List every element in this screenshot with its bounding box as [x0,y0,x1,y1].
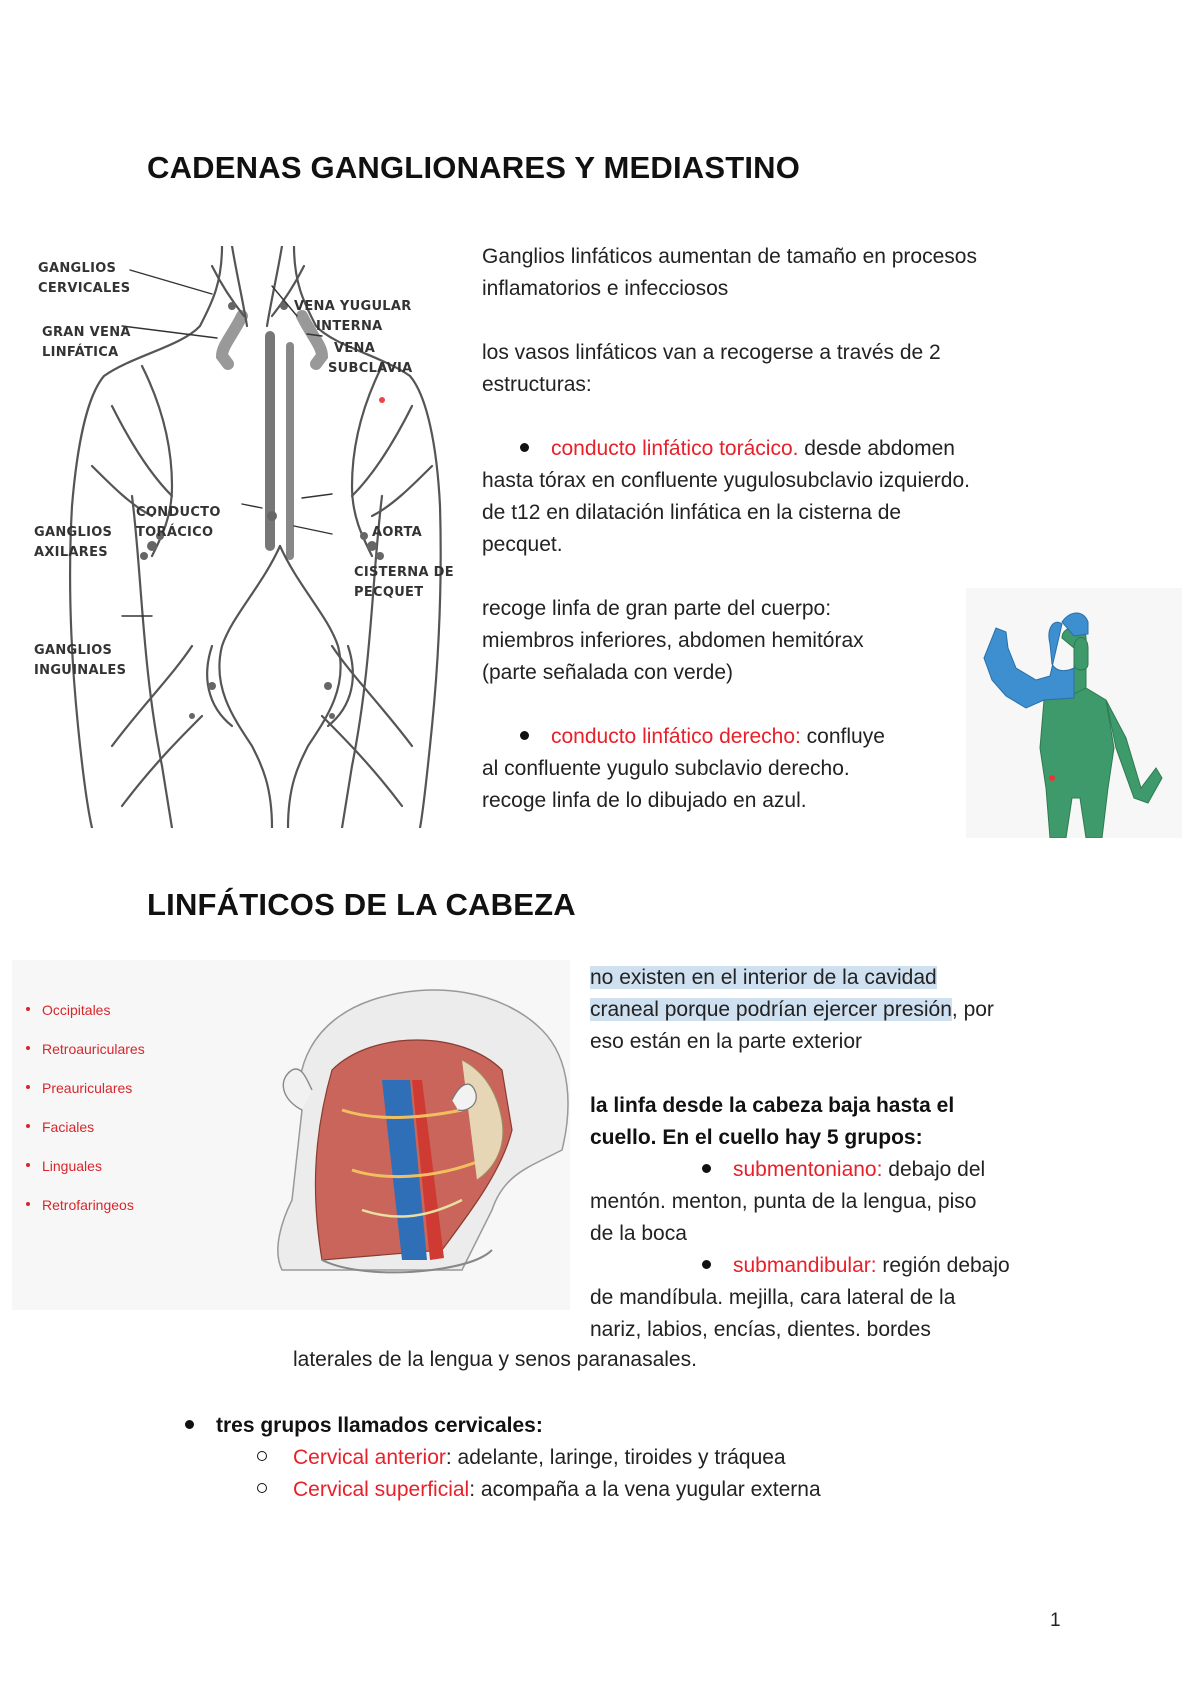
para2-line1: los vasos linfáticos van a recogerse a través de 2 [482,341,941,364]
bullet-dot [702,1164,711,1173]
list-item: Retroauriculares [26,1030,145,1069]
bullet2-tail: confluye [800,725,885,748]
bullet-dot [520,731,529,740]
submentoniano-line2: mentón. menton, punta de la lengua, piso [590,1190,977,1213]
body-drainage-figure [966,588,1182,838]
bullet1-tail: desde abdomen [798,437,955,460]
list-item: Faciales [26,1108,145,1147]
circle-bullet [257,1483,267,1493]
label-ganglios-axilares-2: AXILARES [34,545,108,560]
term-conducto-toracico: conducto linfático torácico. [551,437,799,460]
label-cisterna-1: CISTERNA DE [354,565,454,580]
submandibular-line4: laterales de la lengua y senos paranasales. [293,1348,697,1371]
bullet-submentoniano: submentoniano: debajo del [590,1154,1110,1186]
lymphatic-system-diagram [32,246,462,828]
section2-text [590,962,1110,1346]
bullet-submandibular: submandibular: región debajo [590,1250,1110,1282]
sub-bullet-cervical-superficial: Cervical superficial: acompaña a la vena yugular externa [185,1474,1085,1506]
label-gran-vena-2: LINFÁTICA [42,345,119,360]
label-ganglios-inguinales-2: INGUINALES [34,663,127,678]
para3-line1: recoge linfa de gran parte del cuerpo: [482,597,832,620]
section-title-head: LINFÁTICOS DE LA CABEZA [147,887,576,922]
head-lymph-list [26,991,145,1225]
section2-line3: eso están en la parte exterior [590,1030,862,1053]
bold-line2: cuello. En el cuello hay 5 grupos: [590,1126,923,1149]
bullet-tres-grupos: tres grupos llamados cervicales: [185,1410,1085,1442]
label-cisterna-2: PECQUET [354,585,424,600]
label-vena-yugular-1: VENA YUGULAR [294,299,412,314]
page-number: 1 [1050,1610,1061,1631]
label-vena-subclavia-2: SUBCLAVIA [328,361,413,376]
term-cervical-superficial: Cervical superficial [293,1478,470,1501]
list-item: Preauriculares [26,1069,145,1108]
label-ganglios-cervicales-2: CERVICALES [38,281,131,296]
term-conducto-derecho: conducto linfático derecho: [551,725,801,748]
term-cervical-anterior: Cervical anterior [293,1446,446,1469]
label-vena-yugular-2: INTERNA [316,319,383,334]
para2-line2: estructuras: [482,373,592,396]
highlight-line2: craneal porque podrían ejercer presión, por [590,998,994,1021]
bullet1-line4: pecquet. [482,533,563,556]
bullet-conducto-toracico [482,433,1102,465]
list-item: Linguales [26,1147,145,1186]
para3-line2: miembros inferiores, abdomen hemitórax [482,629,864,652]
page-title: CADENAS GANGLIONARES Y MEDIASTINO [147,150,801,185]
submandibular-line2: de mandíbula. mejilla, cara lateral de la [590,1286,956,1309]
label-conducto-toracico-1: CONDUCTO [136,505,221,520]
submentoniano-line3: de la boca [590,1222,687,1245]
label-ganglios-cervicales-1: GANGLIOS [38,261,117,276]
list-item: Retrofaringeos [26,1186,145,1225]
bullet2-line2: al confluente yugulo subclavio derecho. [482,757,850,780]
sub-bullet-cervical-anterior: Cervical anterior: adelante, laringe, tiroides y tráquea [185,1442,1085,1474]
head-neck-anatomy-illustration [262,970,582,1300]
bullet1-line3: de t12 en dilatación linfática en la cisterna de [482,501,902,524]
label-ganglios-inguinales-1: GANGLIOS [34,643,113,658]
submandibular-line3: nariz, labios, encías, dientes. bordes [590,1318,931,1341]
label-gran-vena-1: GRAN VENA [42,325,131,340]
para3-line3: (parte señalada con verde) [482,661,733,684]
label-vena-subclavia-1: VENA [334,341,376,356]
cervical-groups [185,1410,1085,1506]
bullet2-line3: recoge linfa de lo dibujado en azul. [482,789,807,812]
label-conducto-toracico-2: TORÁCICO [136,525,214,540]
circle-bullet [257,1451,267,1461]
bullet1-line2: hasta tórax en confluente yugulosubclavio izquierdo. [482,469,970,492]
bold-line1: la linfa desde la cabeza baja hasta el [590,1094,955,1117]
term-submentoniano: submentoniano: [733,1158,883,1181]
list-item: Occipitales [26,991,145,1030]
marker-dot [1049,775,1055,781]
head-lymph-image-panel [12,960,570,1310]
bullet-dot [702,1260,711,1269]
bullet-dot [520,443,529,452]
para1-line2: inflamatorios e infecciosos [482,277,729,300]
highlight-line1: no existen en el interior de la cavidad [590,966,937,989]
term-submandibular: submandibular: [733,1254,877,1277]
label-aorta: AORTA [372,525,422,540]
label-ganglios-axilares-1: GANGLIOS [34,525,113,540]
bullet-dot [185,1420,194,1429]
para1-line1: Ganglios linfáticos aumentan de tamaño en procesos [482,245,977,268]
